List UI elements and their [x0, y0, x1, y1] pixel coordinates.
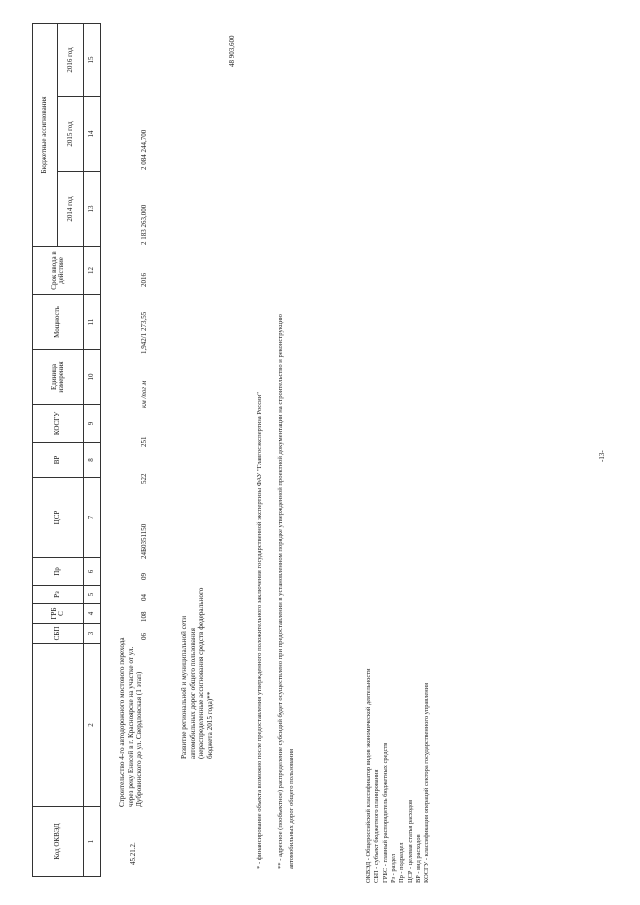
row2-description [180, 588, 215, 759]
row1-sbp: 06 [140, 633, 148, 640]
legend-item: КОСГУ - классификация операций сектора государственного управления [423, 682, 431, 883]
col-number: 8 [84, 443, 101, 478]
row1-deadline: 2016 [140, 273, 148, 287]
row1-pr: 09 [140, 573, 148, 580]
page-number: -13- [598, 450, 606, 462]
col-number: 2 [84, 644, 101, 807]
row1-power: 1,942/1 273,55 [140, 311, 148, 354]
row1-2014: 2 183 263,000 [140, 204, 148, 245]
col-number: 5 [84, 586, 101, 604]
header-2014: 2014 год [58, 172, 84, 247]
okved-code: 45.21.2. [129, 842, 137, 865]
row1-description-line: Строительство 4-го автодорожного мостового перехода [118, 637, 126, 807]
budget-table [32, 23, 101, 877]
col-number: 14 [84, 97, 101, 172]
col-number: 1 [84, 807, 101, 877]
header-kosgu: КОСГУ [33, 405, 84, 443]
row2-description-line: Развитие региональной и муниципальной сети [180, 615, 188, 759]
row1-grbs: 108 [140, 611, 148, 622]
header-deadline: Срок ввода в действие [33, 247, 84, 295]
col-number: 9 [84, 405, 101, 443]
legend-item: Рз - раздел [389, 853, 397, 883]
column-numbers-row [84, 24, 101, 877]
legend-item: ГРБС - главный распорядитель бюджетных средств [381, 742, 389, 883]
footnote-distribution: ** - адресное (пообъектное) распределение субсидий будет осуществлено при предоставлении в установленном порядке утвержденной проектной документации на строительство и реконструкцию [277, 314, 284, 869]
col-number: 3 [84, 624, 101, 644]
row1-vr: 522 [140, 473, 148, 484]
footnote-expertise: * - финансирование объекта возможно после предоставления утвержденного положительного заключения государственной экспертизы ФАУ "Главгосэкспертиза России" [256, 392, 263, 869]
col-number: 4 [84, 604, 101, 624]
row2-description-line: (нераспределенные ассигнования средств федерального [197, 587, 206, 759]
legend-item: Пр - подраздел [398, 842, 406, 883]
header-description [33, 644, 84, 807]
legend-item: ЦСР - целевая статья расходов [406, 799, 414, 883]
col-number: 11 [84, 295, 101, 350]
row1-unit: км /пог м [140, 380, 148, 408]
col-number: 6 [84, 558, 101, 586]
row1-2015: 2 084 244,700 [140, 129, 148, 170]
footnote-distribution-cont: автомобильных дорог общего пользования [288, 748, 295, 869]
legend-item: СБП - субъект бюджетного планирования [373, 769, 381, 883]
row1-description-line: Дубровинского до ул. Свердловская (1 этап) [135, 671, 144, 807]
col-number: 7 [84, 478, 101, 558]
row2-2016: 48 903,600 [228, 35, 236, 67]
header-okved: Код ОКВЭД [33, 807, 84, 877]
row1-description-line: через реку Енисей в г. Красноярске на участке от ул. [126, 646, 135, 807]
row1-csr: 24Б0351150 [140, 523, 148, 559]
header-csr: ЦСР [33, 478, 84, 558]
header-2016: 2016 год [58, 24, 84, 97]
header-power: Мощность [33, 295, 84, 350]
header-sbp: СБП [33, 624, 84, 644]
header-vr: ВР [33, 443, 84, 478]
header-row [33, 24, 58, 877]
header-budget: Бюджетные ассигнования [33, 24, 58, 247]
col-number: 12 [84, 247, 101, 295]
row1-rz: 04 [140, 594, 148, 601]
row1-kosgu: 251 [140, 436, 148, 447]
header-unit: Единица измерения [33, 350, 84, 405]
header-pr: Пр [33, 558, 84, 586]
header-rz: Рз [33, 586, 84, 604]
col-number: 10 [84, 350, 101, 405]
abbreviations-legend [365, 668, 432, 883]
header-grbs: ГРБ С [33, 604, 84, 624]
legend-item: ВР - вид расходов [414, 834, 422, 883]
header-2015: 2015 год [58, 97, 84, 172]
row2-description-line: бюджета 2015 года)** [205, 691, 214, 759]
col-number: 13 [84, 172, 101, 247]
row1-description [118, 637, 144, 807]
row2-description-line: автомобильных дорог общего пользования [188, 628, 197, 759]
col-number: 15 [84, 24, 101, 97]
legend-item: ОКВЭД - Общероссийский классификатор видов экономической деятельности [365, 668, 372, 883]
